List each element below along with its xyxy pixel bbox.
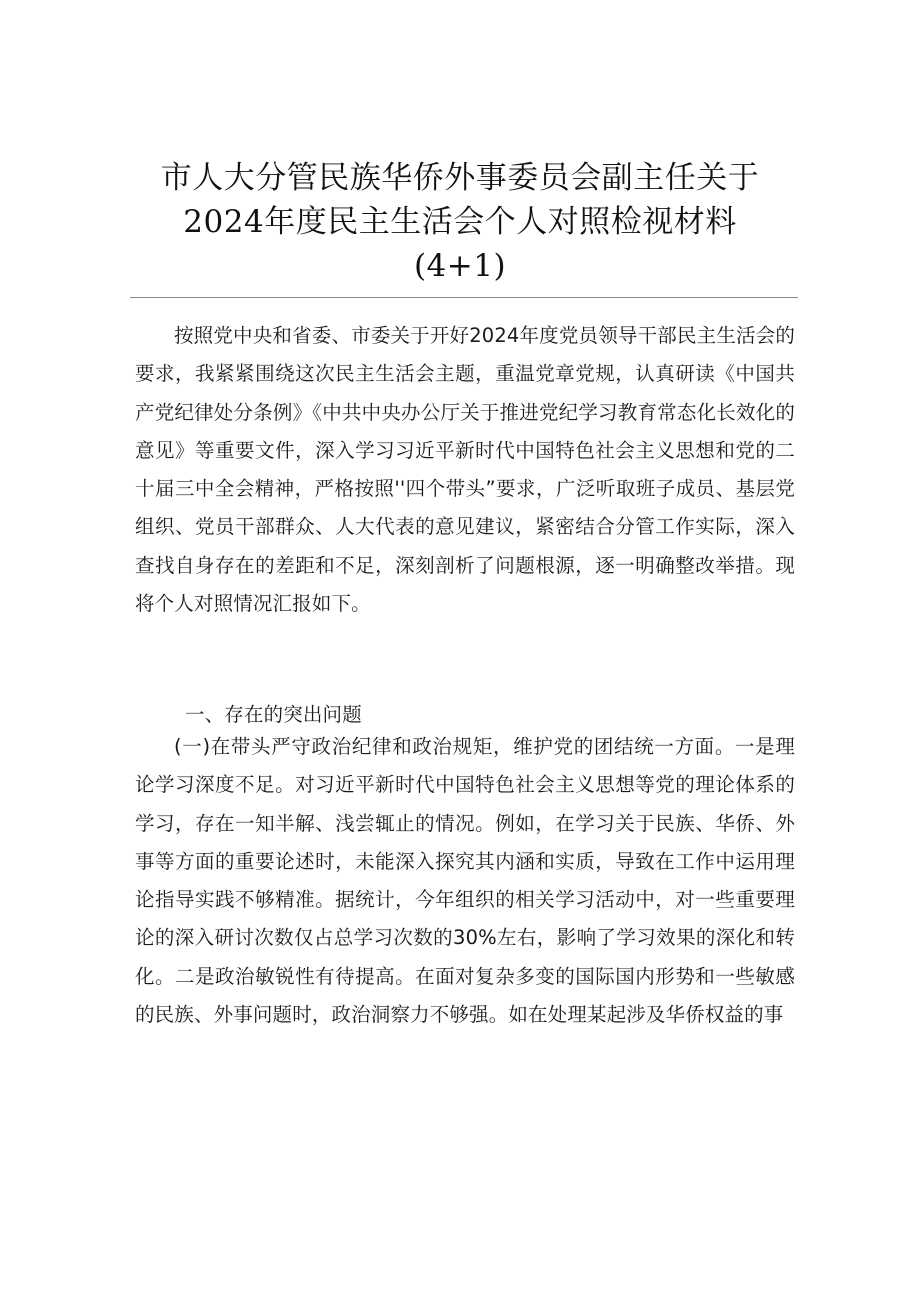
intro-paragraph-block xyxy=(135,317,795,623)
section-paragraph-block xyxy=(135,728,795,1034)
document-title xyxy=(120,156,800,288)
title-line-3: (4+1) xyxy=(413,248,507,284)
title-line-2: 2024年度民主生活会个人对照检视材料 xyxy=(183,204,737,240)
title-divider xyxy=(130,297,798,298)
section-heading: 一、存在的突出问题 xyxy=(185,703,362,726)
title-line-1: 市人大分管民族华侨外事委员会副主任关于 xyxy=(160,160,760,196)
section-paragraph-1: (一)在带头严守政治纪律和政治规矩，维护党的团结统一方面。一是理论学习深度不足。对习近平新时代中国特色社会主义思想等党的理论体系的学习，存在一知半解、浅尝辄止的情况。例如，在学习关于民族、华侨、外事等方面的重要论述时，未能深入探究其内涵和实质，导致在工作中运用理论指导实践不够精准。据统计，今年组织的相关学习活动中，对一些重要理论的深入研讨次数仅占总学习次数的30%左右，影响了学习效果的深化和转化。二是政治敏锐性有待提高。在面对复杂多变的国际国内形势和一些敏感的民族、外事问题时，政治洞察力不够强。如在处理某起涉及华侨权益的事 xyxy=(135,735,795,1027)
intro-paragraph: 按照党中央和省委、市委关于开好2024年度党员领导干部民主生活会的要求，我紧紧围绕这次民主生活会主题，重温党章党规，认真研读《中国共产党纪律处分条例》《中共中央办公厅关于推进党纪学习教育常态化长效化的意见》等重要文件，深入学习习近平新时代中国特色社会主义思想和党的二十届三中全会精神，严格按照''四个带头”要求，广泛听取班子成员、基层党组织、党员干部群众、人大代表的意见建议，紧密结合分管工作实际，深入查找自身存在的差距和不足，深刻剖析了问题根源，逐一明确整改举措。现将个人对照情况汇报如下。 xyxy=(135,324,795,616)
